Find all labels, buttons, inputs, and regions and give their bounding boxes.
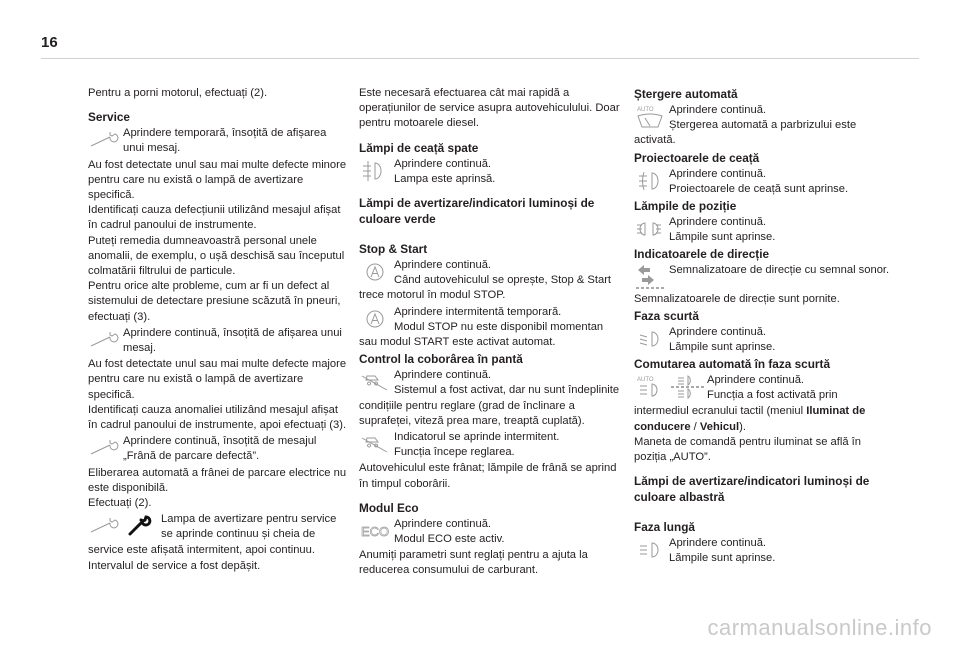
service-entry-1: Aprindere temporară, însoțită de afișarea unui mesaj. (88, 126, 350, 156)
hill-descent-icon (359, 368, 393, 396)
green-lamps-heading: Lămpi de avertizare/indicatori luminoși de culoare verde (359, 196, 595, 227)
spanner-icon (88, 126, 122, 154)
auto-wiper-icon (634, 103, 668, 131)
svg-text:AUTO: AUTO (637, 107, 654, 113)
spanner-icon (88, 434, 122, 462)
high-beam-icon (634, 536, 668, 564)
eco-icon (359, 517, 393, 545)
rear-fog-icon (359, 157, 393, 185)
watermark: carmanualsonline.info (707, 615, 932, 640)
service-heading: Service (88, 110, 130, 125)
position-lamps-icon (634, 215, 668, 243)
auto-high-beam-heading: Comutarea automată în faza scurtă (634, 357, 831, 372)
auto-wiper-heading: Ștergere automată (634, 87, 738, 101)
auto-high-beam-icon (634, 373, 706, 401)
eco-heading: Modul Eco (359, 500, 419, 515)
spanner-icon (88, 326, 122, 354)
column-3: Ștergere automată AUTO Aprindere continuă. Ștergerea automată a parbrizului este activată. Proiectoarele de ceață Aprindere continuă. Proiectoarele de ceață sunt aprinse. Lămpile de poziție Aprindere continuă. Lămpile sunt aprinse. Indicatoarele de direcție Semnalizatoare de direcție cu semnal sonor. Semnalizatoarele de direcție sunt pornite. Faza scurtă Aprindere continuă. Lămpile sunt aprinse. Comutarea automată în faza scurtă AUTO Aprindere continuă. Funcția a fost activată prin intermediul ecranului tactil (meniul Iluminat de conducere / Vehicul). Maneta de comandă pentru iluminat se află în poziția „AUTO”. Lămpi de avertizare/indicatori luminoși de culoare albastră Faza lungă Aprindere continuă. Lămpile sunt aprinse. (634, 86, 896, 568)
front-fog-icon (634, 167, 668, 195)
turn-signal-heading: Indicatoarele de direcție (634, 247, 770, 262)
low-beam-heading: Faza scurtă (634, 308, 699, 323)
rear-fog-heading: Lămpi de ceață spate (359, 140, 479, 155)
service-entry-4: Lampa de avertizare pentru service se aprinde continuu și cheia de service este afișată intermitent, apoi continuu. (88, 513, 337, 556)
hill-descent-heading: Control la coborârea în pantă (359, 352, 523, 367)
column-1: Pentru a porni motorul, efectuați (2). Service Aprindere temporară, însoțită de afișarea unui mesaj. Au fost detectate unul sau mai multe defecte minore pentru care nu există o lampă de avertizare specifică. Identificați cauza defecțiunii utilizând mesajul afișat în cadrul panoului de instrumente. Puteți remedia dumneavoastră personal unele anomalii, de exemplu, o ușă deschisă sau începutul colmatării filtrului de particule. Pentru orice alte probleme, cum ar fi un defect al sistemului de detectare presiune scăzută în pneuri, efectuați (3). Aprindere continuă, însoțită de afișarea unui mesaj. Au fost detectate unul sau mai multe defecte majore pentru care nu există o lampă de avertizare specifică. Identificați cauza anomaliei utilizând mesajul afișat în cadrul panoului de instrumente, apoi efectuați (3). Aprindere continuă, însoțită de mesajul „Frână de parcare defectă”. Eliberarea automată a frânei de parcare electrice nu este disponibilă. Efectuați (2). Lampa de avertizare pentru service se aprinde continuu și cheia de service este afișată intermitent, apoi continuu. Intervalul de service a fost depășit. (88, 86, 350, 574)
blue-lamps-heading: Lămpi de avertizare/indicatori luminoși de culoare albastră (634, 474, 870, 505)
spanner-icon (88, 512, 160, 540)
stop-start-heading: Stop & Start (359, 242, 428, 257)
hill-descent-icon (359, 430, 393, 458)
service-entry-2: Aprindere continuă, însoțită de afișarea unui mesaj. (88, 326, 350, 356)
high-beam-heading: Faza lungă (634, 520, 695, 535)
stop-start-icon (359, 258, 393, 286)
front-fog-heading: Proiectoarele de ceață (634, 150, 760, 165)
page-number: 16 (41, 34, 58, 51)
column-2: Este necesară efectuarea cât mai rapidă a operațiunilor de service asupra autovehiculului. Doar pentru motoarele diesel. Lămpi de ceață spate Aprindere continuă. Lampa este aprinsă. Lămpi de avertizare/indicatori luminoși de culoare verde Stop & Start Aprindere continuă. Când autovehiculul se oprește, Stop & Start trece motorul în modul STOP. Aprindere intermitentă temporară. Modul STOP nu este disponibil momentan sau modul START este activat automat. Control la coborârea în pantă Aprindere continuă. Sistemul a fost activat, dar nu sunt îndeplinite condițiile pentru reglare (grad de înclinare a suprafeței, viteză prea mare, treaptă cuplată). Indicatorul se aprinde intermitent. Funcția începe reglarea. Autovehiculul este frânat; lămpile de frână se aprind în timpul coborârii. Modul Eco ECO Aprindere continuă. Modul ECO este activ. Anumiți parametri sunt reglați pentru a ajuta la reducerea consumului de carburant. (359, 87, 620, 577)
svg-text:AUTO: AUTO (637, 377, 654, 384)
header-rule (41, 58, 919, 59)
service-entry-3: Aprindere continuă, însoțită de mesajul „Frână de parcare defectă”. (88, 434, 350, 464)
intro-text: Pentru a porni motorul, efectuați (2). (88, 87, 268, 99)
low-beam-icon (634, 325, 668, 353)
position-lamps-heading: Lămpile de poziție (634, 199, 737, 214)
turn-signal-icon (634, 263, 668, 291)
svg-text:ECO: ECO (361, 523, 390, 539)
stop-start-icon (359, 305, 393, 333)
